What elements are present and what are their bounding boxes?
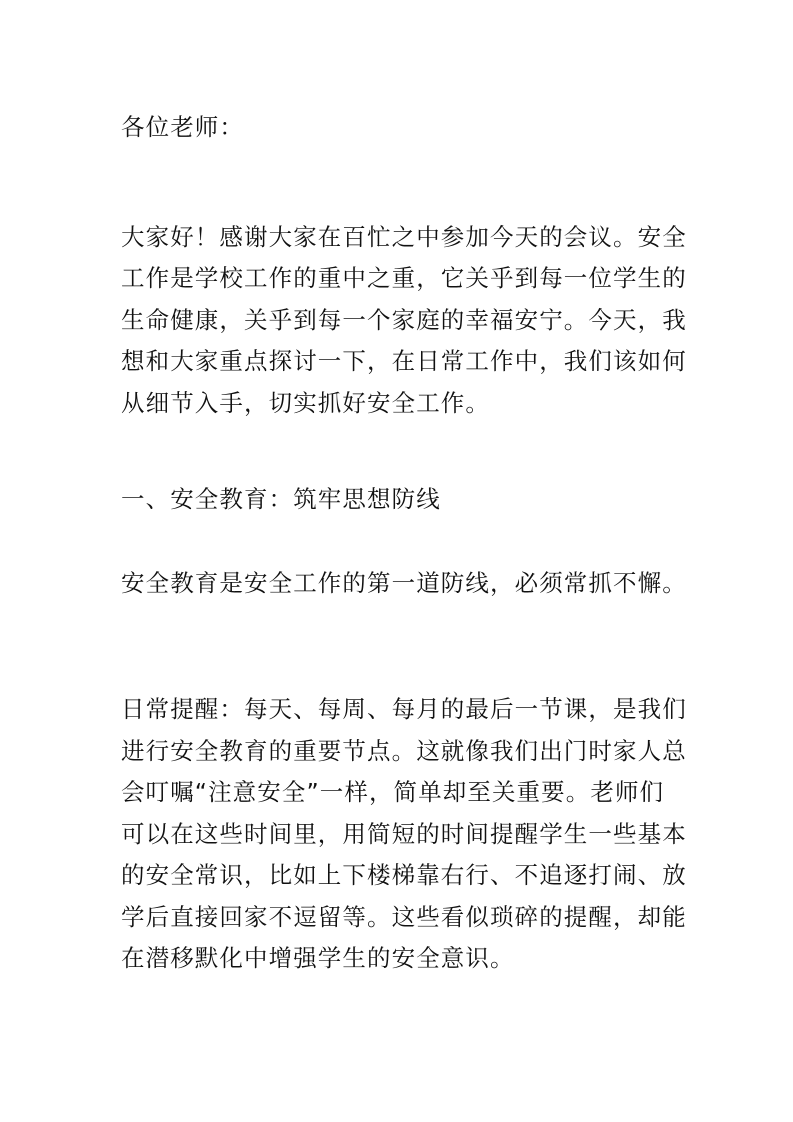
intro-line: 工作是学校工作的重中之重，它关乎到每一位学生的 bbox=[121, 264, 687, 292]
paragraph-line: 可以在这些时间里，用简短的时间提醒学生一些基本 bbox=[121, 820, 687, 848]
salutation: 各位老师： bbox=[121, 113, 244, 141]
intro-line: 生命健康，关乎到每一个家庭的幸福安宁。今天，我 bbox=[121, 306, 687, 334]
paragraph-line: 的安全常识，比如上下楼梯靠右行、不追逐打闹、放 bbox=[121, 861, 687, 889]
paragraph-line: 进行安全教育的重要节点。这就像我们出门时家人总 bbox=[121, 737, 687, 765]
paragraph-line: 会叮嘱“注意安全”一样，简单却至关重要。老师们 bbox=[121, 778, 665, 806]
section-heading: 一、安全教育：筑牢思想防线 bbox=[121, 485, 441, 513]
section-summary: 安全教育是安全工作的第一道防线，必须常抓不懈。 bbox=[121, 569, 687, 597]
intro-line: 从细节入手，切实抓好安全工作。 bbox=[121, 389, 490, 417]
paragraph-line: 日常提醒：每天、每周、每月的最后一节课，是我们 bbox=[121, 695, 687, 723]
intro-line: 想和大家重点探讨一下，在日常工作中，我们该如何 bbox=[121, 347, 687, 375]
paragraph-line: 在潜移默化中增强学生的安全意识。 bbox=[121, 944, 515, 972]
paragraph-line: 学后直接回家不逗留等。这些看似琐碎的提醒，却能 bbox=[121, 903, 687, 931]
intro-line: 大家好！感谢大家在百忙之中参加今天的会议。安全 bbox=[121, 223, 687, 251]
